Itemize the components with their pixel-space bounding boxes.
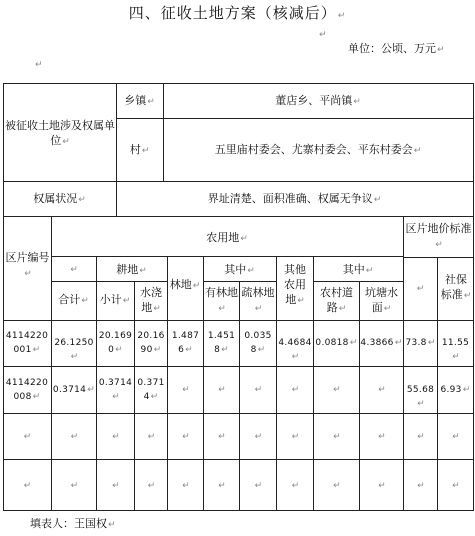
cell-pond: 4.3866↵ xyxy=(360,338,403,348)
empty-cell: ↵ xyxy=(333,432,341,442)
empty-cell: ↵ xyxy=(23,432,32,442)
empty-cell: ↵ xyxy=(452,432,460,442)
cell-arbor: 1.4518↵ xyxy=(207,331,236,355)
cell-pond: ↵ xyxy=(378,385,386,395)
cell-sparse: 0.0358↵ xyxy=(244,331,272,355)
column-header-cultivated: 耕地↵ xyxy=(116,263,147,276)
column-header-sparse-forest: 疏林地↵ xyxy=(241,286,275,314)
column-header-social-security: 社保标准↵ xyxy=(440,273,472,301)
cell-social: 11.55↵ xyxy=(441,338,470,362)
empty-cell: ↵ xyxy=(147,481,156,491)
column-header-other-farmland: 其他农用地↵ xyxy=(284,263,306,306)
cell-sparse: ↵ xyxy=(254,385,263,395)
empty-cell: ↵ xyxy=(70,481,79,491)
paragraph-mark: ↵ xyxy=(319,30,327,40)
cell-social: 6.93↵ xyxy=(440,385,471,395)
cell-total: 26.1250↵ xyxy=(54,338,94,362)
page-title: 四、征收土地方案（核减后）↵ xyxy=(128,4,347,22)
farmland-blank-cell: ↵ xyxy=(70,265,78,275)
empty-cell: ↵ xyxy=(378,432,386,442)
empty-cell: ↵ xyxy=(291,432,300,442)
unit-label: 单位：公顷、万元↵ xyxy=(348,42,445,55)
cell-other: ↵ xyxy=(291,385,300,395)
village-value: 五里庙村委会、尤寨村委会、平东村委会↵ xyxy=(214,143,422,156)
cell-other: 4.4684↵ xyxy=(278,338,312,362)
column-header-irrigated: 水浇地↵ xyxy=(140,286,162,314)
empty-cell: ↵ xyxy=(147,432,156,442)
empty-cell: ↵ xyxy=(218,432,226,442)
column-header-farmland: 农用地↵ xyxy=(206,231,248,244)
column-header-arbor-forest: 有林地↵ xyxy=(205,286,238,314)
cell-price: 73.8↵ xyxy=(405,338,436,348)
column-header-rural-road: 农村道路↵ xyxy=(320,286,353,314)
column-header-total: 合计↵ xyxy=(58,293,89,306)
empty-cell: ↵ xyxy=(218,481,226,491)
empty-cell: ↵ xyxy=(378,481,386,491)
column-header-zone-price: 区片地价标准↵ xyxy=(405,222,472,250)
empty-cell: ↵ xyxy=(254,481,263,491)
cell-price: 55.68↵ xyxy=(406,385,435,409)
cell-zone: 4114220001↵ xyxy=(5,331,49,355)
paragraph-mark: ↵ xyxy=(35,60,43,70)
empty-cell: ↵ xyxy=(254,432,263,442)
empty-cell: ↵ xyxy=(112,432,120,442)
cell-subtotal: 20.1690↵ xyxy=(98,331,133,355)
empty-cell: ↵ xyxy=(70,432,79,442)
empty-cell: ↵ xyxy=(452,481,460,491)
cell-road: ↵ xyxy=(333,385,341,395)
ownership-value: 界址清楚、面积准确、权属无争议↵ xyxy=(207,192,382,205)
column-header-subtotal: 小计↵ xyxy=(99,293,131,306)
cell-forest: ↵ xyxy=(182,385,190,395)
column-header-forest: 林地↵ xyxy=(169,278,201,291)
cell-irrigated: 0.3714↵ xyxy=(137,378,165,402)
empty-cell: ↵ xyxy=(291,481,300,491)
ownership-label: 权属状况↵ xyxy=(33,192,86,205)
empty-cell: ↵ xyxy=(182,481,190,491)
cell-irrigated: 20.1690↵ xyxy=(137,331,165,355)
column-header-of-which-other: 其中↵ xyxy=(342,263,374,276)
empty-cell: ↵ xyxy=(182,432,190,442)
filler-label: 填表人：王国权↵ xyxy=(30,517,116,530)
village-label: 村↵ xyxy=(129,143,150,156)
column-header-zone-no: 区片编号↵ xyxy=(5,251,50,279)
empty-cell: ↵ xyxy=(333,481,341,491)
cell-total: 0.3714↵ xyxy=(52,385,96,395)
column-header-pond-water: 坑塘水面↵ xyxy=(365,286,398,314)
township-label: 乡镇↵ xyxy=(124,94,155,107)
cell-zone: 4114220008↵ xyxy=(5,378,49,402)
empty-cell: ↵ xyxy=(417,432,425,442)
cell-arbor: ↵ xyxy=(218,385,226,395)
empty-cell: ↵ xyxy=(112,481,120,491)
empty-cell: ↵ xyxy=(417,481,425,491)
township-value: 董店乡、平尚镇↵ xyxy=(275,94,361,107)
empty-cell: ↵ xyxy=(23,481,32,491)
price-blank-cell: ↵ xyxy=(416,284,425,294)
cell-road: 0.0818↵ xyxy=(315,338,358,348)
cell-forest: 1.4876↵ xyxy=(171,331,200,355)
owner-unit-label: 被征收土地涉及权属单位↵ xyxy=(5,119,115,147)
cell-subtotal: 0.3714↵ xyxy=(98,378,133,402)
column-header-of-which-forest: 其中↵ xyxy=(224,263,255,276)
